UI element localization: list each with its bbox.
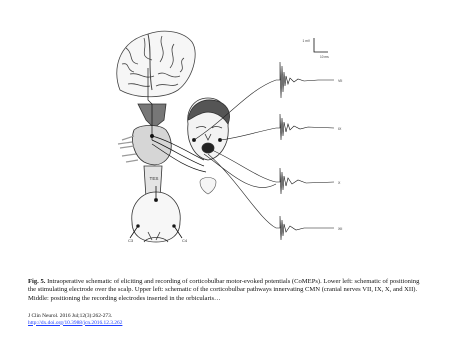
tes-label: TES (149, 176, 159, 181)
channel-label-ix: IX (338, 127, 342, 131)
figure-caption (28, 278, 428, 303)
channel-label-x: X (338, 181, 341, 185)
citation-journal: J Clin Neurol. 2016 Jul;12(3):262-273. (28, 313, 113, 319)
patient-face-illustration (188, 98, 230, 160)
caption-label: Fig. 5. (28, 278, 46, 285)
channel-label-xii: XII (338, 227, 343, 231)
electrode-label-right: C4 (182, 238, 188, 243)
tongue-illustration (200, 178, 216, 195)
emg-trace-vii (276, 62, 334, 98)
scale-bar-amplitude: 1 mV (302, 39, 310, 43)
emg-traces (276, 62, 334, 240)
scalp-illustration (130, 186, 182, 242)
caption-text: Intraoperative schematic of eliciting and recording of corticobulbar motor-evoked potentials (CoMEPs). Lower left: schematic of positioning the stimulating electrode over the scalp. Upper left: schematic of the corticobulbar pathways innervating CMN (cranial nerves VII, IX, X, and XII). Middle: positioning the recording electrodes inserted in the orbicularis… (28, 278, 420, 302)
figure-illustration (108, 28, 360, 258)
emg-trace-xii (276, 216, 334, 240)
emg-trace-ix (276, 114, 334, 140)
scale-bar-time: 10 ms (320, 55, 329, 59)
emg-trace-x (276, 168, 334, 194)
brain-illustration (117, 31, 195, 97)
brainstem-illustration (118, 104, 171, 198)
electrode-label-left: C3 (128, 238, 134, 243)
citation (28, 313, 328, 326)
citation-doi-link[interactable]: http://dx.doi.org/10.3988/jcn.2016.12.3.262 (28, 319, 123, 326)
scale-bar (314, 38, 328, 52)
figure-panel (108, 28, 360, 258)
channel-label-vii: VII (338, 79, 343, 83)
